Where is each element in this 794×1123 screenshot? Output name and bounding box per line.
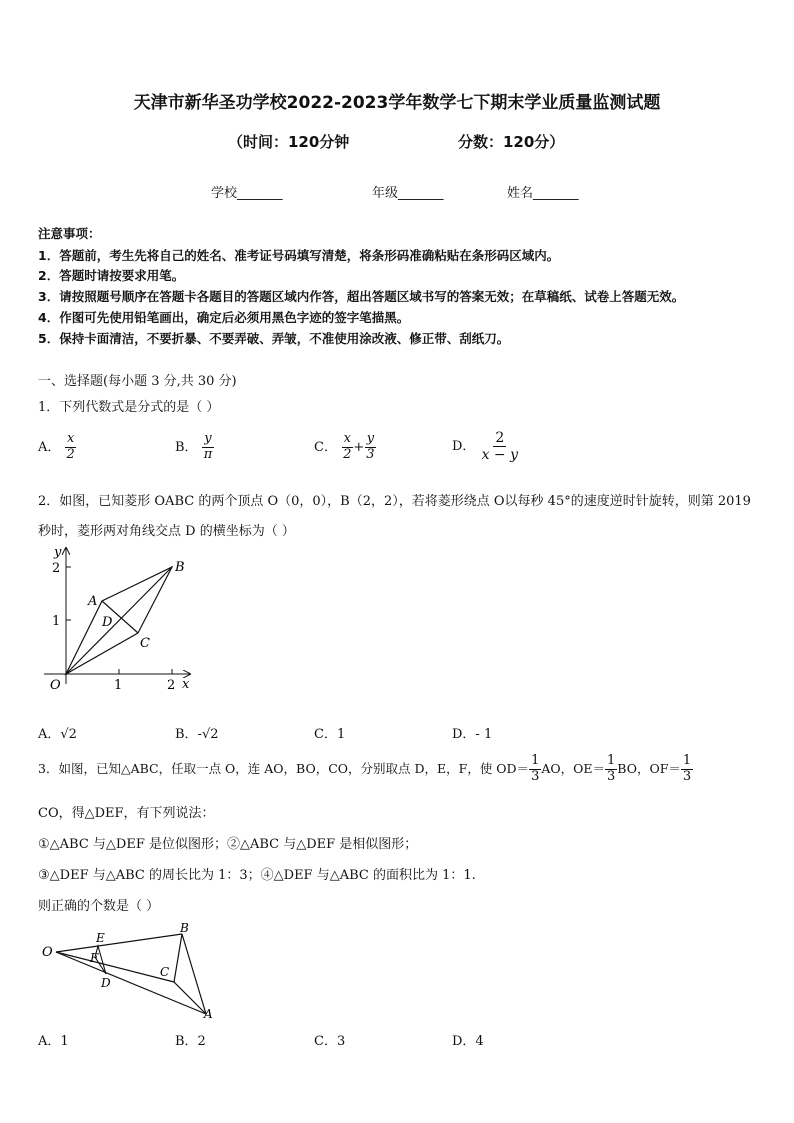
exam-time: （时间：120分钟 [228, 133, 350, 151]
q2-option-d[interactable]: D．- 1 [452, 727, 493, 742]
q1-option-b[interactable] [175, 432, 214, 463]
point-d-label: D [101, 976, 111, 990]
point-f-label: F [90, 951, 99, 965]
diagonal-ob [66, 567, 172, 674]
fraction: $\frac{1}{3}$ [607, 753, 616, 784]
q1-option-a[interactable] [38, 432, 77, 463]
q3-line5: 则正确的个数是（ ） [38, 899, 160, 914]
point-a-label: A [204, 1007, 213, 1021]
line-oc [56, 952, 174, 982]
page-title: 天津市新华圣功学校2022-2023学年数学七下期末学业质量监测试题 [133, 93, 661, 113]
fraction: $\frac{1}{3}$ [682, 753, 692, 784]
point-o-label: O [42, 945, 53, 960]
q3-triangle-figure [36, 918, 226, 1028]
q3-option-a[interactable]: A．1 [38, 1034, 69, 1049]
section-heading: 一、选择题(每小题 3 分,共 30 分) [38, 374, 237, 389]
q2-option-c[interactable]: C．1 [314, 727, 346, 742]
option-label: C． [314, 439, 337, 455]
fraction: $\frac{x}{2}$ [343, 431, 352, 462]
q2-rhombus-figure [36, 544, 196, 694]
q3-line3: ①△ABC 与△DEF 是位似图形；②△ABC 与△DEF 是相似图形； [38, 837, 418, 852]
y-axis-label: y [54, 545, 62, 560]
line-oa [56, 952, 206, 1014]
q3-option-d[interactable]: D．4 [452, 1034, 484, 1049]
q1-option-d[interactable] [452, 430, 520, 463]
q1-option-c[interactable] [314, 432, 377, 463]
fraction: $\frac{x}{2}$ [66, 431, 75, 462]
q2-option-a[interactable]: A．√2 [38, 727, 77, 742]
exam-score: 分数：120分） [458, 133, 565, 151]
line-ob [56, 934, 182, 952]
q2-line1: 2．如图，已知菱形 OABC 的两个顶点 O（0，0），B（2，2），若将菱形绕点 O以每秒 45°的速度逆时针旋转，则第 2019 [38, 494, 751, 509]
y-tick-label: 2 [52, 561, 61, 576]
notice-item: 3．请按照题号顺序在答题卡各题目的答题区域内作答，超出答题区域书写的答案无效；在草稿纸、试卷上答题无效。 [38, 289, 685, 304]
notice-item: 2．答题时请按要求用笔。 [38, 268, 185, 283]
q2-option-b[interactable]: B．-√2 [175, 727, 219, 742]
point-c-label: C [140, 636, 150, 651]
x-tick-label: 1 [114, 678, 123, 693]
fraction: $\frac{1}{3}$ [531, 753, 540, 784]
option-label: A． [38, 439, 61, 455]
plus-sign: + [353, 439, 365, 455]
point-d-label: D [102, 615, 113, 630]
q3-line4: ③△DEF 与△ABC 的周长比为 1：3；④△DEF 与△ABC 的面积比为 1：1. [38, 868, 476, 883]
point-e-label: E [96, 931, 105, 945]
q3-line2: CO，得△DEF，有下列说法： [38, 806, 215, 821]
q2-line2: 秒时，菱形两对角线交点 D 的横坐标为（ ） [38, 524, 295, 539]
point-a-label: A [88, 594, 98, 609]
name-field[interactable]: 姓名_______ [507, 186, 579, 201]
notice-item: 4．作图可先使用铅笔画出，确定后必须用黑色字迹的签字笔描黑。 [38, 310, 410, 325]
option-label: D． [452, 439, 476, 455]
notice-heading: 注意事项： [38, 226, 101, 241]
notice-item: 5．保持卡面清洁，不要折暴、不要弄破、弄皱，不准使用涂改液、修正带、刮纸刀。 [38, 331, 510, 346]
grade-field[interactable]: 年级_______ [372, 186, 444, 201]
q3-option-c[interactable]: C．3 [314, 1034, 346, 1049]
q3-option-b[interactable]: B．2 [175, 1034, 206, 1049]
x-axis-label: x [182, 677, 190, 692]
notice-item: 1．答题前，考生先将自己的姓名、准考证号码填写清楚，将条形码准确粘贴在条形码区域内。 [38, 248, 560, 263]
school-field[interactable]: 学校_______ [211, 186, 283, 201]
x-tick-label: 2 [167, 678, 176, 693]
point-o-label: O [50, 678, 61, 693]
y-tick-label: 1 [52, 614, 61, 629]
option-label: B． [175, 439, 198, 455]
point-b-label: B [175, 560, 185, 575]
fraction: $\frac{y}{3}$ [366, 431, 375, 462]
triangle-abc [174, 934, 206, 1014]
fraction: $\frac{2}{x - y}$ [481, 430, 519, 464]
q3-line1: 3．如图，已知△ABC，任取一点 O，连 AO，BO，CO，分别取点 D，E，F，使 OD＝ $\frac{1}{3}$ AO，OE＝ $\frac{1}{3}$ BO，OF＝ $\frac{1}{3}$ [38, 753, 692, 784]
point-b-label: B [180, 921, 189, 935]
q1-stem: 1．下列代数式是分式的是（ ） [38, 400, 220, 415]
point-c-label: C [160, 965, 170, 979]
fraction: $\frac{y}{\pi}$ [203, 431, 213, 462]
